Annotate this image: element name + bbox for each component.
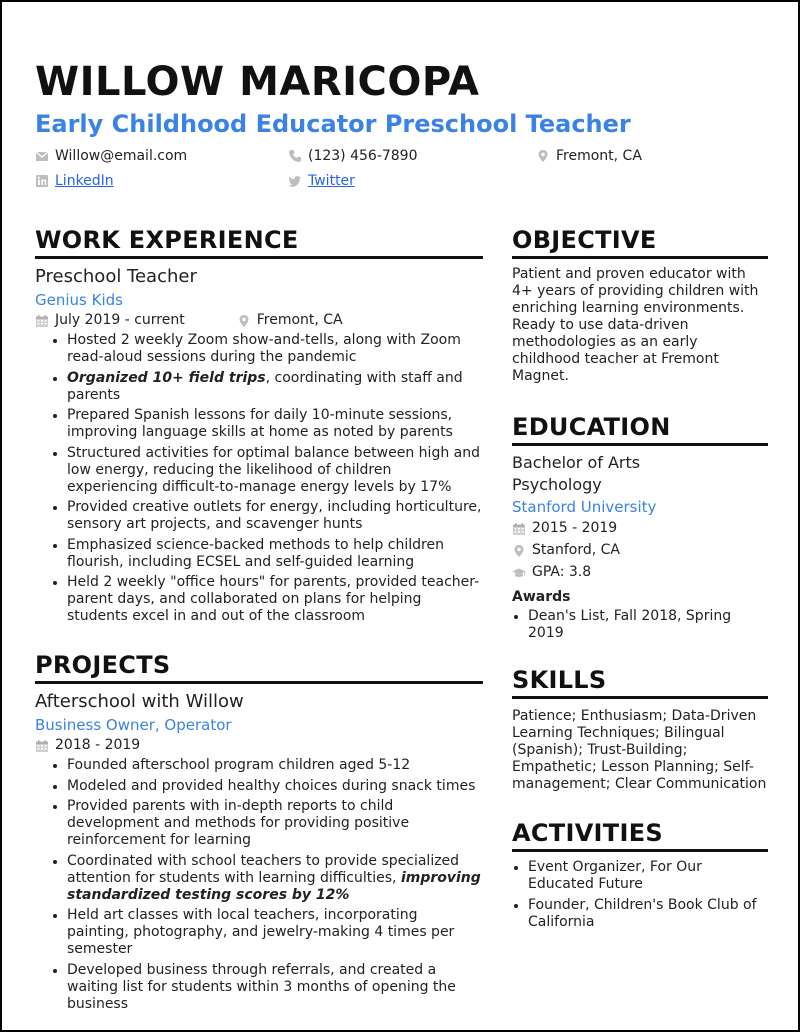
list-item: • Held art classes with local teachers, incorporating painting, photography, and jewelry-making 4 times per semester xyxy=(67,907,483,958)
project-bullets xyxy=(35,757,483,1013)
resume-name: WILLOW MARICOPA xyxy=(35,59,480,105)
resume-title: Early Childhood Educator Preschool Teacher xyxy=(35,110,631,138)
skills-text: Patience; Enthusiasm; Data-Driven Learning Techniques; Bilingual (Spanish); Trust-Building; Empathetic; Lesson Planning; Self-management; Clear Communication xyxy=(512,708,767,792)
list-item: • Modeled and provided healthy choices during snack times xyxy=(67,778,483,795)
list-item: • Developed business through referrals, and created a waiting list for students within 3 months of opening the business xyxy=(67,962,483,1013)
degree: Bachelor of Arts xyxy=(512,453,641,472)
twitter-icon xyxy=(288,174,302,188)
section-heading-activities: ACTIVITIES xyxy=(512,817,768,852)
list-item: • Provided parents with in-depth reports to child development and methods for providing positive reinforcement for learning xyxy=(67,798,483,849)
education-gpa-row xyxy=(512,563,768,582)
right-column xyxy=(512,224,768,934)
projects-section xyxy=(35,649,483,1013)
job-role: Preschool Teacher xyxy=(35,266,197,287)
job-dates: July 2019 - current xyxy=(55,312,185,328)
map-pin-icon xyxy=(512,544,526,558)
contact-linkedin xyxy=(35,172,114,190)
job-company: Genius Kids xyxy=(35,291,123,309)
list-item: • Dean's List, Fall 2018, Spring 2019 xyxy=(528,608,768,642)
project-meta xyxy=(35,736,483,755)
skills-section xyxy=(512,664,768,793)
list-item: • Structured activities for optimal balance between high and low energy, reducing the likelihood of children experiencing difficult-to-manage energy levels by 17% xyxy=(67,445,483,496)
work-bullets xyxy=(35,332,483,625)
envelope-icon xyxy=(35,149,49,163)
awards-label: Awards xyxy=(512,589,571,605)
phone-icon xyxy=(288,149,302,163)
education-dates-row xyxy=(512,519,768,538)
list-item: • Provided creative outlets for energy, including horticulture, sensory art projects, and scavenger hunts xyxy=(67,499,483,533)
objective-text: Patient and proven educator with 4+ years of providing children with enriching learning environments. Ready to use data-driven methodologies as an early childhood teacher at Fremont Magnet. xyxy=(512,266,759,384)
list-item: • Organized 10+ field trips, coordinating with staff and parents xyxy=(67,370,483,404)
list-item: • Hosted 2 weekly Zoom show-and-tells, along with Zoom read-aloud sessions during the pandemic xyxy=(67,332,483,366)
list-item: • Founder, Children's Book Club of California xyxy=(528,897,768,931)
section-heading-projects: PROJECTS xyxy=(35,649,483,684)
linkedin-link[interactable]: LinkedIn xyxy=(55,173,114,189)
project-position: Business Owner, Operator xyxy=(35,716,232,734)
contact-twitter xyxy=(288,172,355,190)
twitter-link[interactable]: Twitter xyxy=(308,173,355,189)
calendar-icon xyxy=(35,739,49,753)
section-heading-objective: OBJECTIVE xyxy=(512,224,768,259)
left-column xyxy=(35,224,483,1016)
graduation-cap-icon xyxy=(512,566,526,580)
contact-phone xyxy=(288,147,418,165)
activities-section xyxy=(512,817,768,931)
section-heading-education: EDUCATION xyxy=(512,411,768,446)
list-item: • Coordinated with school teachers to provide specialized attention for students with learning difficulties, improving standardized testing scores by 12% xyxy=(67,853,483,904)
job-meta xyxy=(35,311,483,330)
email-text: Willow@email.com xyxy=(55,148,188,164)
list-item: • Event Organizer, For Our Educated Future xyxy=(528,859,768,893)
awards-list xyxy=(512,608,768,642)
education-location: Stanford, CA xyxy=(532,542,620,558)
gpa: GPA: 3.8 xyxy=(532,564,592,580)
list-item: • Founded afterschool program children aged 5-12 xyxy=(67,757,483,774)
list-item: • Emphasized science-backed methods to help children flourish, including ECSEL and self-guided learning xyxy=(67,537,483,571)
school-name: Stanford University xyxy=(512,498,657,516)
work-experience-section xyxy=(35,224,483,625)
education-section xyxy=(512,411,768,642)
list-item: • Prepared Spanish lessons for daily 10-minute sessions, improving language skills at home as noted by parents xyxy=(67,407,483,441)
contact-location xyxy=(536,147,642,165)
list-item: • Held 2 weekly "office hours" for parents, provided teacher-parent days, and collaborated on plans for helping students excel in and out of the classroom xyxy=(67,574,483,625)
contact-email xyxy=(35,147,187,165)
job-location: Fremont, CA xyxy=(256,312,343,328)
linkedin-icon xyxy=(35,174,49,188)
map-pin-icon xyxy=(237,314,251,328)
activities-list xyxy=(512,859,768,931)
education-location-row xyxy=(512,541,768,560)
project-title: Afterschool with Willow xyxy=(35,691,244,712)
calendar-icon xyxy=(35,314,49,328)
objective-section xyxy=(512,224,768,385)
section-heading-work: WORK EXPERIENCE xyxy=(35,224,483,259)
education-dates: 2015 - 2019 xyxy=(532,520,618,536)
location-text: Fremont, CA xyxy=(556,148,642,164)
phone-text: (123) 456-7890 xyxy=(308,148,418,164)
section-heading-skills: SKILLS xyxy=(512,664,768,699)
major: Psychology xyxy=(512,475,602,494)
project-dates: 2018 - 2019 xyxy=(55,737,141,753)
map-pin-icon xyxy=(536,149,550,163)
calendar-icon xyxy=(512,522,526,536)
